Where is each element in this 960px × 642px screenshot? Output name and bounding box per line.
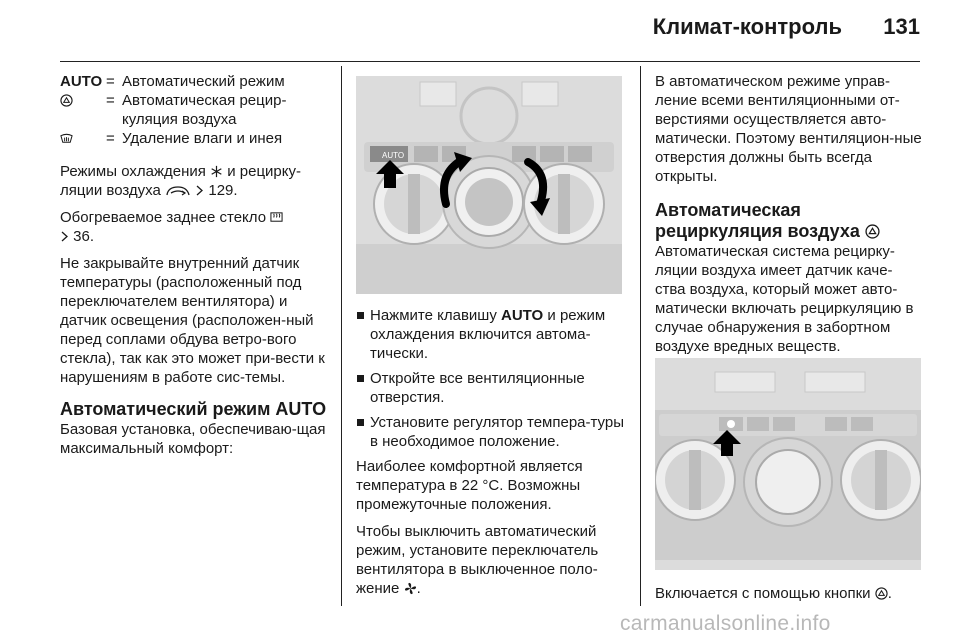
snowflake-icon [210,165,223,178]
column-divider-right [640,66,641,606]
text: Чтобы выключить автоматический режим, установите переключатель вентилятора в выключенное поло-жение [356,523,599,597]
list-item: Откройте все вентиляционные отверстия. [356,369,624,407]
text: Обогреваемое заднее стекло [60,209,267,226]
legend-equals: = [106,92,115,109]
page-reference: 36. [73,228,95,245]
page-reference: 129. [208,182,238,199]
legend-key-auto: AUTO [60,73,103,90]
page-reference-icon [60,230,69,243]
column-right [655,72,923,364]
watermark: carmanualsonline.info [620,612,831,635]
paragraph-rear-window [60,208,328,246]
column-middle [356,306,624,606]
paragraph-auto-vents: В автоматическом режиме управ-ление всеми вентиляционными от-верстиями осуществляется авто-матически. Поэтому вентиляцион-ные отверстия должны быть всегда открыты. [655,73,922,185]
instruction-list [356,306,624,451]
text: . [416,580,421,597]
heading-recirculation-line2 [655,221,923,242]
text: и режим охлаждения включится автома-тически. [370,307,606,362]
legend-value: Автоматический режим [122,73,285,90]
paragraph-recirculation: Автоматическая система рецирку-ляции воздуха имеет датчик каче-ства воздуха, который может авто-матически включать рециркуляцию в случае обнаружения в забортном воздухе вредных веществ. [655,243,914,355]
text: Включается с помощью кнопки [655,585,871,602]
heading-recirculation: Автоматическая [655,200,801,220]
legend-value: Удаление влаги и инея [122,130,283,147]
paragraph-comfort-temperature: Наиболее комфортной является температура в 22 °C. Возможны промежуточные положения. [356,458,583,513]
legend-row-defrost [60,129,328,148]
legend-row-auto [60,72,328,91]
air-quality-sensor-icon [875,587,888,600]
air-quality-sensor-icon [865,224,880,239]
figure-auto-button [356,76,622,294]
paragraph-switch-off [356,522,624,598]
heading-auto-mode: Автоматический режим AUTO [60,399,327,419]
air-quality-sensor-icon [60,91,106,110]
text: Режимы охлаждения [60,163,206,180]
paragraph-basic-setting: Базовая установка, обеспечиваю-щая максимальный комфорт: [60,421,326,457]
column-left [60,72,328,466]
paragraph-button-hint: Включается с помощью кнопки . [655,585,892,602]
list-item: Установите регулятор темпера-туры в необходимое положение. [356,413,624,451]
legend-row-recirculation [60,91,328,129]
recirculation-icon [165,184,191,197]
column-divider-left [341,66,342,606]
text: и рецирку-ляции воздуха [60,163,302,199]
legend-equals: = [106,130,115,147]
rear-window-heating-icon [270,211,283,224]
text: Нажмите клавишу [370,307,497,324]
windscreen-defrost-icon [60,129,106,148]
paragraph-sensor-warning: Не закрывайте внутренний датчик температуры (расположенный под переключателем вентилятора) и датчик освещения (расположен-ный перед соплами обдува ветро-вого стекла), так как это может при-вести к нарушениям в работе сис-темы. [60,255,325,386]
auto-key-label: AUTO [501,307,544,324]
auto-button-label: AUTO [382,151,405,160]
page-number: 131 [883,14,920,39]
legend-value: Автоматическая рецир-куляция воздуха [122,92,287,128]
header-divider [60,61,920,62]
page-title: Климат-контроль [652,14,842,39]
text: рециркуляция воздуха [655,221,860,241]
figure-recirculation-button [655,358,921,570]
column-right-footer [655,584,923,611]
fan-icon [404,582,417,595]
page-reference-icon [195,184,204,197]
paragraph-modes [60,162,328,200]
legend-equals: = [106,73,115,90]
list-item [356,306,624,363]
